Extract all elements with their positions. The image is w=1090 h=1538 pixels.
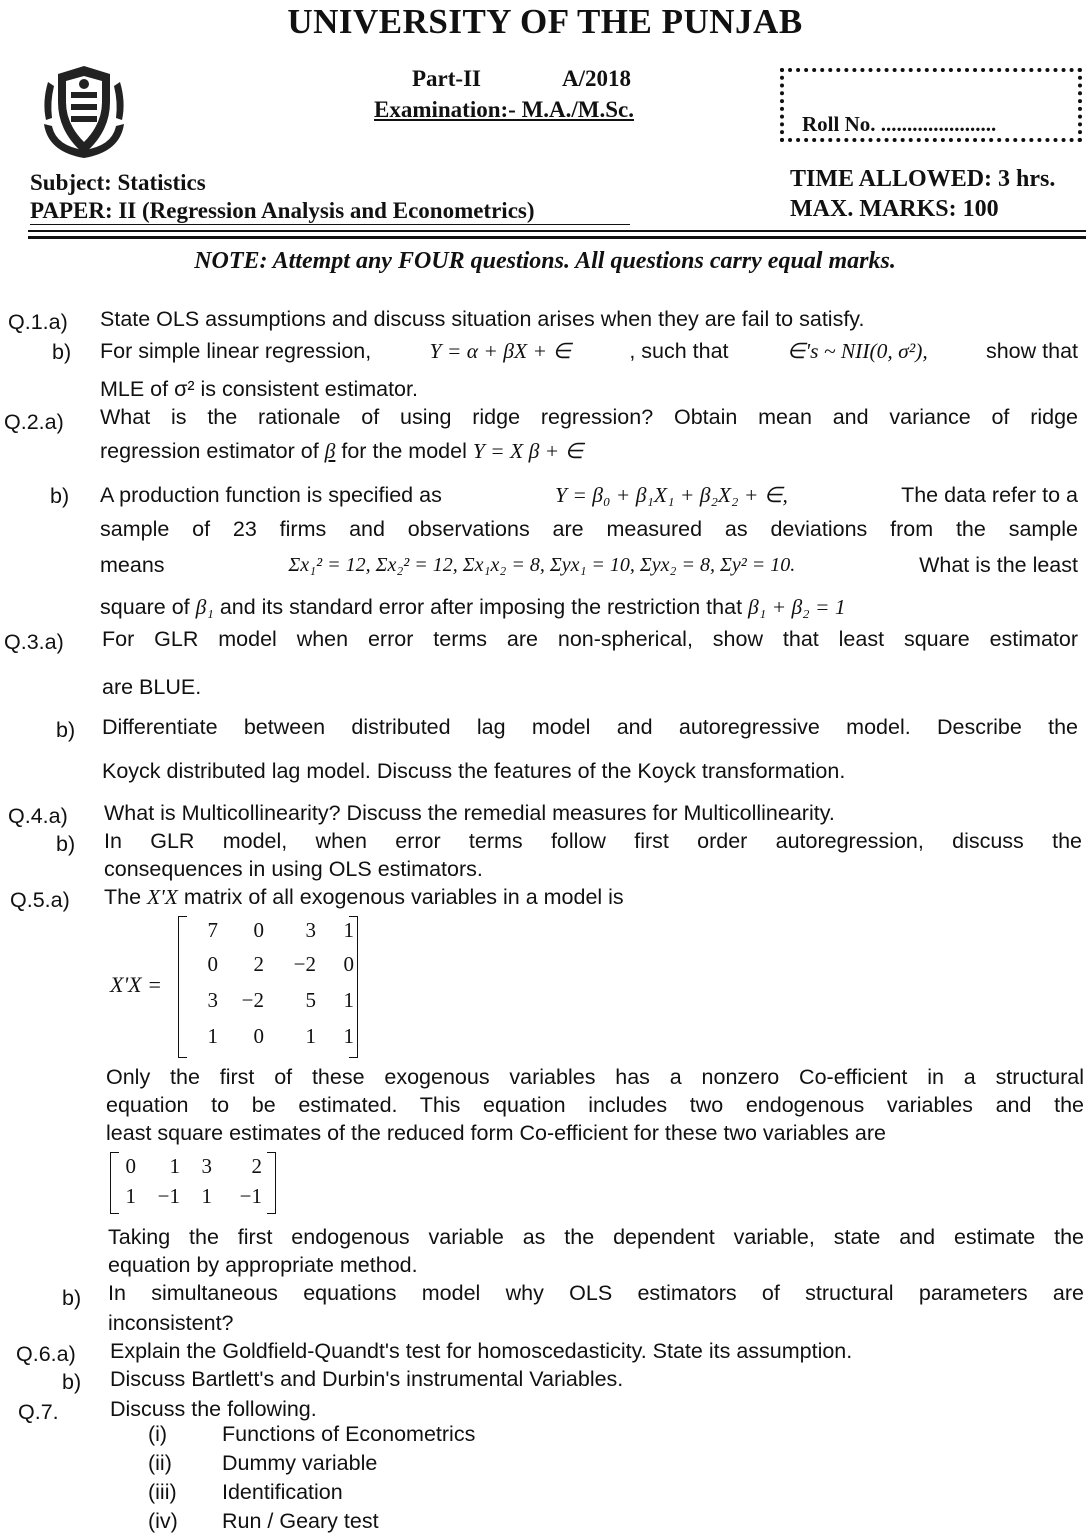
rf-matrix-cell: 1 bbox=[125, 1184, 136, 1208]
q5b-line2: inconsistent? bbox=[108, 1311, 234, 1335]
xx-matrix-cell: 3 bbox=[207, 988, 218, 1012]
reduced-form-matrix bbox=[110, 1152, 276, 1216]
xx-matrix-cell: 1 bbox=[305, 1024, 316, 1048]
subject-label: Subject: Statistics bbox=[30, 170, 206, 195]
q7-item-text: Identification bbox=[222, 1480, 343, 1504]
xx-matrix-cell: 5 bbox=[305, 988, 316, 1012]
q3a-line1: For GLR model when error terms are non-spherical, show that least square estimator bbox=[102, 627, 1078, 651]
q1a-label: Q.1.a) bbox=[8, 310, 68, 334]
q2b-line2: sample of 23 firms and observations are measured as deviations from the sample bbox=[100, 517, 1078, 541]
q2a-pre: regression estimator of bbox=[100, 439, 319, 463]
rf-matrix-cell: 0 bbox=[125, 1154, 136, 1178]
q5a-para2: equation to be estimated. This equation includes two endogenous variables and the bbox=[106, 1093, 1084, 1117]
q3a-line2: are BLUE. bbox=[102, 675, 202, 699]
q5a-para3: least square estimates of the reduced form Co-efficient for these two variables are bbox=[106, 1121, 886, 1145]
rf-matrix-cell: −1 bbox=[157, 1184, 180, 1208]
q2a-beta: β bbox=[324, 439, 336, 463]
q1b-pre: For simple linear regression, bbox=[100, 339, 372, 363]
q6a-text: Explain the Goldfield-Quandt's test for homoscedasticity. State its assumption. bbox=[110, 1339, 853, 1363]
q7-list-item bbox=[148, 1480, 343, 1505]
q4a-text: What is Multicollinearity? Discuss the remedial measures for Multicollinearity. bbox=[104, 801, 835, 825]
q2b-model: Y = β₀ + β₁X₁ + β₂X₂ + ∈, bbox=[555, 483, 788, 507]
xx-matrix-cell: 1 bbox=[343, 988, 354, 1012]
q7-label: Q.7. bbox=[18, 1400, 59, 1424]
university-title: UNIVERSITY OF THE PUNJAB bbox=[287, 2, 803, 41]
q7-item-number: (iv) bbox=[148, 1509, 178, 1533]
q7-item-number: (iii) bbox=[148, 1480, 177, 1504]
q3a-label: Q.3.a) bbox=[4, 630, 64, 654]
rf-matrix-cell: 1 bbox=[169, 1154, 180, 1178]
examination-label: Examination:- M.A./M.Sc. bbox=[374, 97, 635, 122]
q5a-post: matrix of all exogenous variables in a model is bbox=[183, 885, 624, 909]
q5a-para1: Only the first of these exogenous variables has a nonzero Co-efficient in a structural bbox=[106, 1065, 1084, 1089]
rf-matrix-cell: −1 bbox=[239, 1184, 262, 1208]
q2b-restriction: β₁ + β₂ = 1 bbox=[748, 595, 846, 619]
xx-matrix-cell: 7 bbox=[207, 918, 218, 942]
q4a-label: Q.4.a) bbox=[8, 804, 68, 828]
q7-item-number: (i) bbox=[148, 1422, 168, 1446]
q2b-label: b) bbox=[50, 484, 70, 508]
q7-intro: Discuss the following. bbox=[110, 1397, 317, 1421]
q2b-post: The data refer to a bbox=[901, 483, 1078, 507]
q7-list-item bbox=[148, 1509, 379, 1534]
xx-matrix-cell: 1 bbox=[343, 918, 354, 942]
q2b-beta1: β₁ bbox=[195, 595, 214, 619]
paper-underline bbox=[30, 224, 630, 225]
xx-matrix-cell: 0 bbox=[343, 952, 354, 976]
q5a-para5: equation by appropriate method. bbox=[108, 1253, 418, 1277]
q3b-line2: Koyck distributed lag model. Discuss the features of the Koyck transformation. bbox=[102, 759, 846, 783]
xx-matrix-cell: −2 bbox=[293, 952, 316, 976]
q7-list-item bbox=[148, 1422, 475, 1447]
q7-item-text: Run / Geary test bbox=[222, 1509, 379, 1533]
q2a-mid: for the model bbox=[341, 439, 467, 463]
q6b-label: b) bbox=[62, 1370, 82, 1394]
xx-matrix-cell: 1 bbox=[343, 1024, 354, 1048]
exam-note: NOTE: Attempt any FOUR questions. All questions carry equal marks. bbox=[194, 248, 896, 274]
q7-item-text: Functions of Econometrics bbox=[222, 1422, 476, 1446]
q1a-text: State OLS assumptions and discuss situation arises when they are fail to satisfy. bbox=[100, 307, 865, 331]
roll-number-field: Roll No. ...................... bbox=[802, 112, 997, 136]
q1b-line2: MLE of σ² is consistent estimator. bbox=[100, 377, 418, 401]
q1b-mid: , such that bbox=[629, 339, 729, 363]
q1b-line1 bbox=[100, 336, 1078, 366]
q2b-pre: A production function is specified as bbox=[100, 483, 442, 507]
q5a-pre: The bbox=[104, 885, 142, 909]
rf-matrix-cell: 2 bbox=[251, 1154, 262, 1178]
q5a-para4: Taking the first endogenous variable as the dependent variable, state and estimate the bbox=[108, 1225, 1084, 1249]
q2a-line1: What is the rationale of using ridge regression? Obtain mean and variance of ridge bbox=[100, 405, 1078, 429]
q3b-label: b) bbox=[56, 718, 76, 742]
q2b-line4 bbox=[100, 592, 846, 622]
rf-matrix-right-bracket bbox=[267, 1152, 276, 1214]
session-label: A/2018 bbox=[562, 66, 631, 91]
q2b-restriction-text: and its standard error after imposing the restriction that bbox=[219, 595, 743, 619]
rf-matrix-cell: 3 bbox=[201, 1154, 212, 1178]
xx-matrix-cell: 0 bbox=[253, 1024, 264, 1048]
xx-matrix-cell: 0 bbox=[207, 952, 218, 976]
xx-matrix bbox=[178, 916, 358, 1060]
header-divider-top bbox=[28, 230, 1086, 232]
rf-matrix-cell: 1 bbox=[201, 1184, 212, 1208]
q5a-xx: X'X bbox=[147, 885, 178, 909]
q1b-model: Y = α + βX + ∈ bbox=[429, 339, 572, 363]
q4b-line2: consequences in using OLS estimators. bbox=[104, 857, 483, 881]
q2b-sums: Σx₁² = 12, Σx₂² = 12, Σx₁x₂ = 8, Σyx₁ = 10, Σyx₂ = 8, Σy² = 10. bbox=[288, 554, 796, 576]
university-crest-logo bbox=[38, 62, 130, 160]
q2b-means: means bbox=[100, 553, 165, 577]
q4b-label: b) bbox=[56, 832, 76, 856]
q2a-model: Y = X β + ∈ bbox=[472, 439, 584, 463]
q5a-line1 bbox=[104, 882, 624, 912]
q6b-text: Discuss Bartlett's and Durbin's instrumental Variables. bbox=[110, 1367, 624, 1391]
xx-matrix-cell: 0 bbox=[253, 918, 264, 942]
q7-item-text: Dummy variable bbox=[222, 1451, 378, 1475]
q2b-square: square of bbox=[100, 595, 190, 619]
part-label: Part-II bbox=[412, 66, 481, 91]
q2b-line3 bbox=[100, 550, 1078, 580]
xx-matrix-label: X'X = bbox=[110, 972, 162, 997]
q7-list-item bbox=[148, 1451, 377, 1476]
q5b-line1: In simultaneous equations model why OLS estimators of structural parameters are bbox=[108, 1281, 1084, 1305]
q1b-label: b) bbox=[52, 340, 72, 364]
xx-matrix-cell: 3 bbox=[305, 918, 316, 942]
header-divider-bottom bbox=[28, 236, 1086, 239]
q2b-line1 bbox=[100, 480, 1078, 510]
q5a-label: Q.5.a) bbox=[10, 888, 70, 912]
q2a-line2 bbox=[100, 436, 583, 466]
xx-matrix-cell: 1 bbox=[207, 1024, 218, 1048]
q2a-label: Q.2.a) bbox=[4, 410, 64, 434]
q1b-post: show that bbox=[985, 339, 1078, 363]
max-marks-label: MAX. MARKS: 100 bbox=[790, 196, 999, 222]
q5b-label: b) bbox=[62, 1286, 82, 1310]
time-allowed-label: TIME ALLOWED: 3 hrs. bbox=[790, 166, 1056, 192]
q7-item-number: (ii) bbox=[148, 1451, 172, 1475]
q1b-distribution: ∈'s ~ NII(0, σ²), bbox=[786, 339, 928, 363]
xx-matrix-cell: 2 bbox=[253, 952, 264, 976]
paper-label: PAPER: II (Regression Analysis and Econometrics) bbox=[30, 198, 535, 223]
q2b-least: What is the least bbox=[919, 553, 1078, 577]
q3b-line1: Differentiate between distributed lag model and autoregressive model. Describe the bbox=[102, 715, 1078, 739]
xx-matrix-cell: −2 bbox=[241, 988, 264, 1012]
q4b-line1: In GLR model, when error terms follow first order autoregression, discuss the bbox=[104, 829, 1082, 853]
q6a-label: Q.6.a) bbox=[16, 1342, 76, 1366]
